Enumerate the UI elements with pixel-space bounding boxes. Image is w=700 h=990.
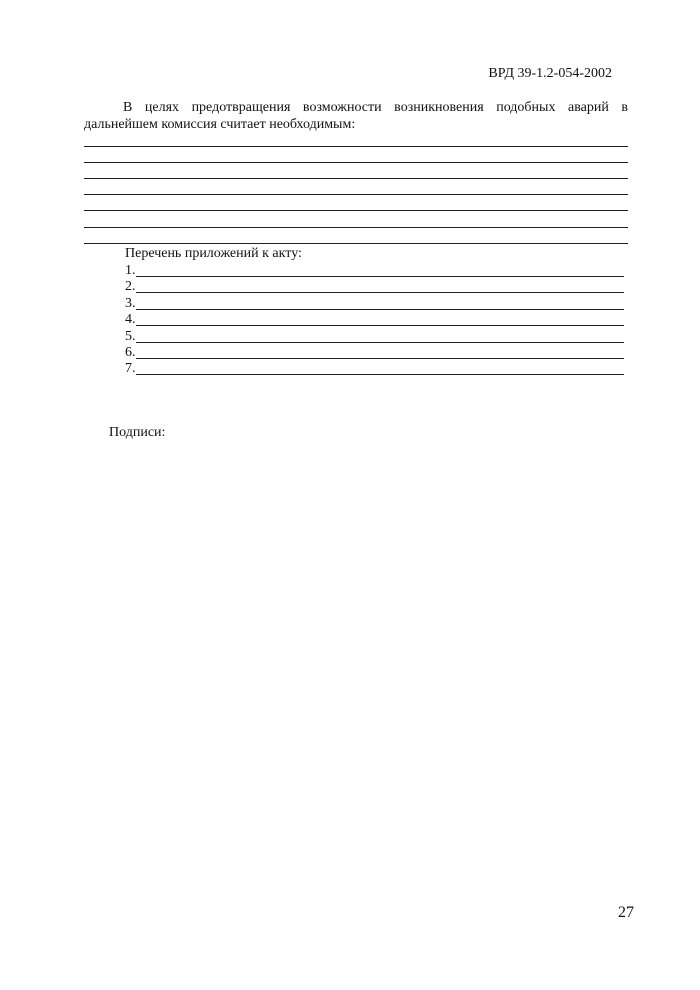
attachment-blank-field [136, 276, 624, 277]
blank-line [84, 194, 628, 195]
attachment-number: 4. [125, 312, 136, 328]
attachment-blank-field [136, 358, 624, 359]
attachment-item [125, 312, 624, 328]
blank-line [84, 210, 628, 211]
attachment-blank-field [136, 342, 624, 343]
blank-line [84, 178, 628, 179]
blank-line [84, 162, 628, 163]
attachment-item [125, 263, 624, 279]
attachment-number: 6. [125, 344, 136, 360]
attachment-blank-field [136, 374, 624, 375]
recommendations-paragraph: В целях предотвращения возможности возникновения подобных аварий в дальнейшем комиссия считает необходимым: [84, 100, 628, 132]
attachment-blank-field [136, 292, 624, 293]
blank-line [84, 227, 628, 228]
attachment-number: 7. [125, 361, 136, 377]
signatures-label: Подписи: [109, 425, 166, 440]
attachment-number: 3. [125, 295, 136, 311]
attachments-list [125, 263, 624, 378]
blank-line [84, 243, 628, 244]
attachment-item [125, 361, 624, 377]
blank-line [84, 146, 628, 147]
attachment-blank-field [136, 309, 624, 310]
attachment-item [125, 345, 624, 361]
attachment-item [125, 279, 624, 295]
attachments-heading: Перечень приложений к акту: [125, 246, 302, 261]
page-number: 27 [618, 904, 634, 921]
document-code: ВРД 39-1.2-054-2002 [488, 66, 612, 81]
attachment-item [125, 329, 624, 345]
attachment-number: 5. [125, 328, 136, 344]
attachment-item [125, 296, 624, 312]
attachment-number: 2. [125, 279, 136, 295]
attachment-number: 1. [125, 263, 136, 278]
attachment-blank-field [136, 325, 624, 326]
